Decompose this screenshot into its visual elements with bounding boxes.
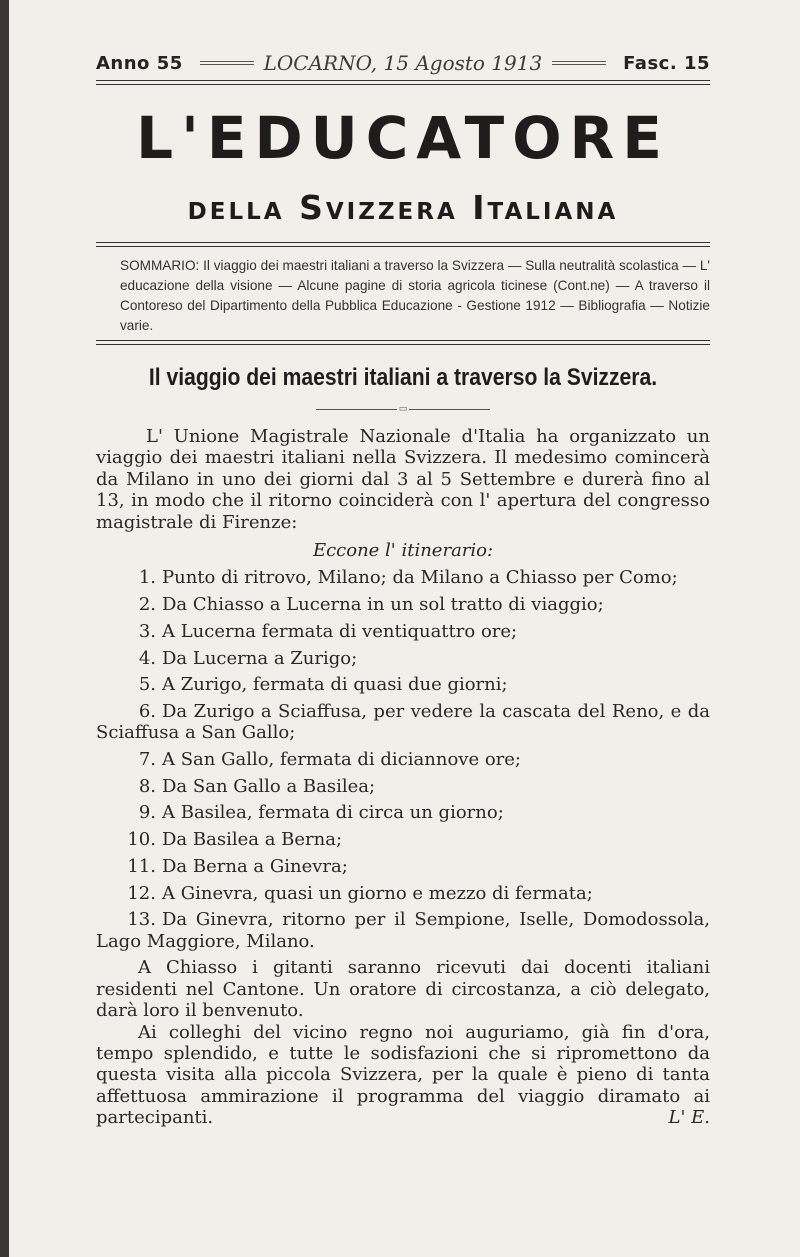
itinerary-item-number: 12. — [127, 882, 156, 904]
article-title: Il viaggio dei maestri italiani a traverso la Svizzera. — [148, 364, 658, 391]
itinerary-item-number: 10. — [127, 829, 156, 851]
itinerary-item — [96, 621, 710, 642]
summary-block — [120, 256, 710, 336]
itinerary-item-text: Punto di ritrovo, Milano; da Milano a Chiasso per Como; — [162, 567, 678, 589]
itinerary-item-text: A Zurigo, fermata di quasi due giorni; — [162, 674, 508, 696]
itinerary-item — [96, 802, 710, 823]
header-divider-left — [200, 61, 254, 65]
article-body — [96, 426, 710, 1129]
itinerary-item — [96, 829, 710, 850]
itinerary-item — [96, 749, 710, 770]
itinerary-item — [96, 856, 710, 877]
itinerary-item-number: 13. — [127, 909, 156, 931]
itinerary-item-text: A Basilea, fermata di circa un giorno; — [162, 802, 504, 824]
itinerary-item-number: 6. — [138, 700, 156, 722]
itinerary-item-text: Da Lucerna a Zurigo; — [162, 647, 358, 669]
itinerary-item-number: 11. — [127, 855, 156, 877]
itinerary-item-text: Da Zurigo a Sciaffusa, per vedere la cascata del Reno, e da Sciaffusa a San Gallo; — [96, 700, 710, 744]
itinerary-list — [96, 567, 710, 952]
itinerary-item-text: Da San Gallo a Basilea; — [162, 775, 376, 797]
ornament-mark: ▭ — [398, 404, 408, 414]
itinerary-item-number: 2. — [138, 594, 156, 616]
itinerary-item-number: 4. — [138, 647, 156, 669]
summary-bottom-rule — [96, 340, 710, 345]
summary-text: Il viaggio dei maestri italiani a traverso la Svizzera — Sulla neutralità scolastica — L' educazione della visione — Alcune pagine di storia agricola ticinese (Cont.ne) — A traverso il Contoreso del Dipartimento della Pubblica Educazione - Gestione 1912 — Bibliografia — Notizie varie. — [120, 258, 711, 333]
itinerary-item-text: A Ginevra, quasi un giorno e mezzo di fermata; — [162, 882, 593, 904]
itinerary-item — [96, 776, 710, 797]
itinerary-item-text: A Lucerna fermata di ventiquattro ore; — [162, 620, 518, 642]
paragraph-wishes-text: Ai colleghi del vicino regno noi auguriamo, già fin d'ora, tempo splendido, e tutte le sodisfazioni che si ripromettono da questa visita alla piccola Svizzera, per la quale è pieno di tanta affettuosa ammirazione il programma del viaggio diramato ai partecipanti. — [96, 1021, 710, 1129]
itinerary-item — [96, 594, 710, 615]
itinerary-item-text: Da Berna a Ginevra; — [162, 855, 348, 877]
itinerary-item-number: 1. — [138, 567, 156, 589]
issue-header — [96, 50, 710, 76]
itinerary-item-number: 3. — [138, 620, 156, 642]
itinerary-item — [96, 567, 710, 588]
itinerary-item-text: Da Ginevra, ritorno per il Sempione, Iselle, Domodossola, Lago Maggiore, Milano. — [96, 909, 710, 952]
itinerary-item-number: 5. — [138, 674, 156, 696]
journal-title: L'EDUCATORE — [136, 104, 670, 172]
itinerary-item-text: Da Basilea a Berna; — [162, 829, 343, 851]
itinerary-item — [96, 909, 710, 952]
article-signature: L' E. — [668, 1107, 710, 1129]
itinerary-item — [96, 883, 710, 904]
summary-label: SOMMARIO: — [120, 258, 200, 273]
journal-subtitle: della Svizzera Italiana — [187, 188, 619, 227]
header-rule — [96, 80, 710, 85]
itinerary-item-number: 9. — [138, 802, 156, 824]
article-intro: L' Unione Magistrale Nazionale d'Italia ha organizzato un viaggio dei maestri italiani nella Svizzera. Il medesimo comincerà da Milano in uno dei giorni dal 3 al 5 Settembre e durerà fino al 13, in modo che il ritorno coinciderà con l' apertura del congresso magistrale di Firenze: — [96, 426, 710, 533]
issue-year: Anno 55 — [96, 52, 183, 74]
page-binding-edge — [0, 0, 9, 1257]
issue-fascicle: Fasc. 15 — [623, 52, 710, 74]
paragraph-reception: A Chiasso i gitanti saranno ricevuti dai docenti italiani residenti nel Cantone. Un oratore di circostanza, a ciò delegato, darà loro il benvenuto. — [96, 957, 710, 1022]
issue-place-date — [183, 51, 623, 75]
itinerary-item — [96, 701, 710, 744]
place-date-text: LOCARNO, 15 Agosto 1913 — [263, 51, 543, 75]
itinerary-item-text: A San Gallo, fermata di diciannove ore; — [162, 749, 521, 771]
paragraph-wishes — [96, 1022, 710, 1129]
summary-top-rule — [96, 242, 710, 247]
title-ornament — [316, 404, 490, 414]
itinerary-item — [96, 648, 710, 669]
itinerary-item — [96, 674, 710, 695]
itinerary-item-number: 7. — [138, 749, 156, 771]
itinerary-heading: Eccone l' itinerario: — [312, 540, 494, 562]
itinerary-item-number: 8. — [138, 775, 156, 797]
itinerary-item-text: Da Chiasso a Lucerna in un sol tratto di viaggio; — [162, 594, 604, 616]
header-divider-right — [552, 61, 606, 65]
